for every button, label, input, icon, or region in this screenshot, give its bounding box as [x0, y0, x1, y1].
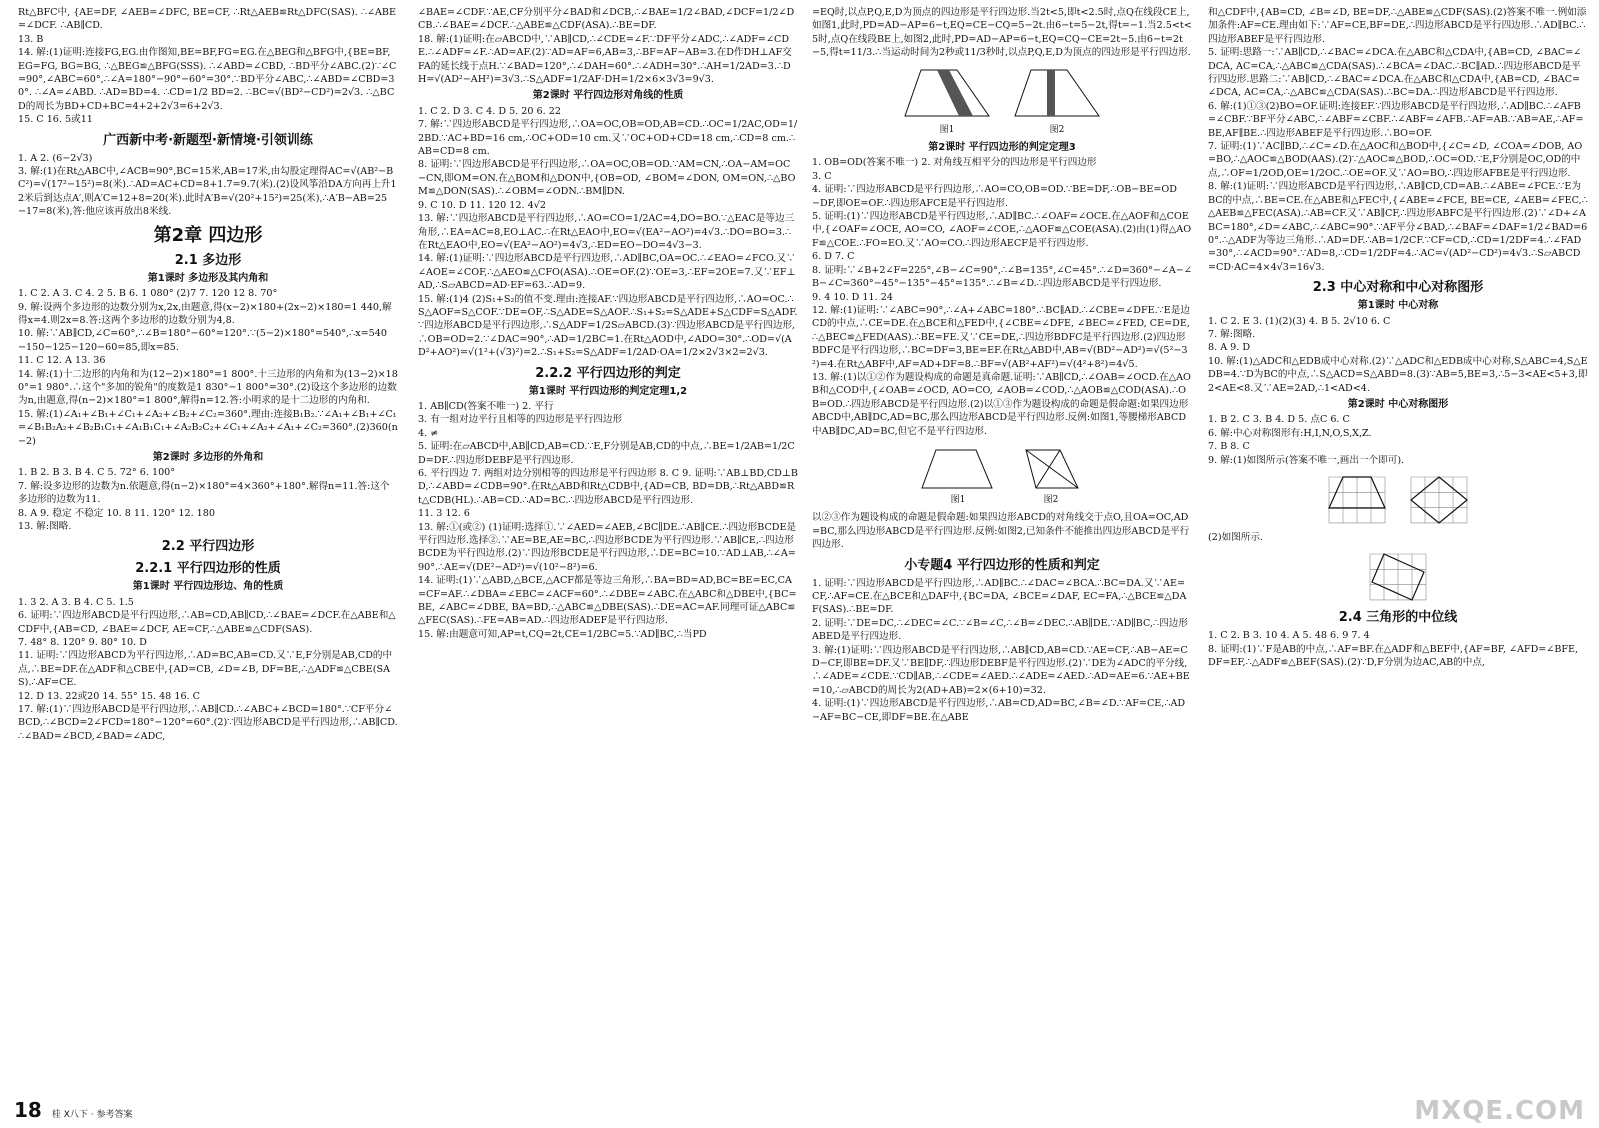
answer-item: 18. 解:(1)证明:在▱ABCD中,∵AB∥CD,∴∠CDE=∠F.∵DF平分∠ADC,∴∠ADF=∠CDE.∴∠ADF=∠F.∴AD=AF.(2)∵AD=AF=6,AB=3,∴BF=AF−AB=3.在D作DH⊥AF交FA的延长线于点H.∵∠BAD=120°,∴∠DAH=60°.∴∠ADH=30°.∴AH=1/2AD=3.∴DH=√(AD²−AH²)=3√3.∴S△ADF=1/2AF·DH=1/2×6×3√3=9√3. [418, 33, 792, 86]
answer-item: 6. 解:中心对称图形有:H,I,N,O,S,X,Z. [1208, 427, 1372, 439]
answer-item: 17. 解:(1)∵四边形ABCD是平行四边形,∴AB∥CD.∴∠ABC+∠BCD=180°.∵CF平分∠BCD,∴∠BCD=2∠FCD=180°−120°=60°.(2)∵四边形ABCD是平行四边形,∴AB∥CD.∴∠BAD=∠BCD,∠BAD=∠ADC, [18, 704, 398, 742]
answer-item: 10. 解:∵AB∥CD,∠C=60°,∴∠B=180°−60°=120°.∵(5−2)×180°=540°,∴x=540−150−125−120−60=85,即x=85. [18, 328, 387, 353]
answer-item: 1. 3 2. A 3. B 4. C 5. 1.5 [18, 596, 134, 608]
answer-item: 1. B 2. B 3. B 4. C 5. 72° 6. 100° [18, 467, 176, 479]
answer-item: 9. C 10. D 11. 120 12. 4√2 [418, 199, 546, 211]
answer-item: 5. 证明:在▱ABCD中,AB∥CD,AB=CD.∵E,F分别是AB,CD的中点,∴BE=1/2AB=1/2CD=DF.∴四边形DEBF是平行四边形. [418, 441, 795, 466]
answer-item: 和△CDF中,{AB=CD, ∠B=∠D, BE=DF,∴△ABE≌△CDF(SAS).(2)答案不唯一.例如添加条件:AF=CE.理由如下:∵AF=CE,BF=DE,∴四边形ABCD是平行四边形.∴AD∥BC.∴四边形ABEF是平行四边形. [1208, 7, 1587, 45]
page-footer [14, 1098, 132, 1122]
figure-2 [1011, 66, 1103, 137]
lesson-heading: 第1课时 平行四边形的判定定理1,2 [528, 385, 688, 397]
answer-item: 6. D 7. C [812, 251, 855, 263]
answer-item: ∠BAE=∠CDF.∵AE,CF分别平分∠BAD和∠DCB,∴∠BAE=1/2∠BAD,∠DCF=1/2∠DCB.∴∠BAE=∠DCF.∴△ABE≌△CDF(ASA).∴BE=DF. [418, 7, 795, 32]
lesson-heading: 第1课时 平行四边形边、角的性质 [132, 581, 284, 593]
answer-item: 15. C 16. 5或11 [18, 114, 93, 126]
answer-item: 6. 平行四边 7. 两组对边分别相等的四边形是平行四边形 8. C 9. 证明:∵AB⊥BD,CD⊥BD,∴∠ABD=∠CDB=90°.在Rt△ABD和Rt△CDB中,{AD=CB, BD=DB,∴Rt△ABD≌Rt△CDB(HL).∴AB=CD.∴AD=BC.∴四边形ABCD是平行四边形. [418, 468, 798, 506]
figure-caption: 图2 [1043, 494, 1059, 505]
answer-item: 8. 证明:(1)∵F是AB的中点,∴AF=BF.在△ADF和△BEF中,{AF=BF, ∠AFD=∠BFE, DF=EF,∴△ADF≌△BEF(SAS).(2)∵D,F分别为边AC,AB的中点, [1208, 643, 1579, 669]
answer-item: 13. 解:∵四边形ABCD是平行四边形,∴AO=CO=1/2AC=4,DO=BO.∵△EAC是等边三角形,∴EA=AC=8,EO⊥AC.∴在Rt△EAO中,EO=√(EA²−AO²)=4√3.∴DO=BO=3.∴在Rt△EAO中,EO=√(EA²−AO²)=4√3,∴ED=EO−DO=4√3−3. [418, 213, 795, 251]
answer-item: 10. 解:(1)△ADC和△EDB成中心对称.(2)∵△ADC和△EDB成中心对称,S△ABC=4,S△EDB=4.∵D为BC的中点,∴S△ACD=S△ABD=8.(3)∵AB=5,BE=3,∴5−3<AE<5+3,即2<AE<8.又∵AE=2AD,∴1<AD<4. [1208, 355, 1588, 394]
answer-item: 8. 证明:∵四边形ABCD是平行四边形,∴OA=OC,OB=OD.∵AM=CN,∴OA−AM=OC−CN,即OM=ON.在△BOM和△DON中,{OB=OD, ∠BOM=∠DON, OM=ON,∴△BOM≌△DON(SAS).∴∠OBM=∠ODN.∴BM∥DN. [418, 159, 796, 198]
section-heading: 2.2 平行四边形 [161, 539, 255, 555]
section-heading: 2.2.1 平行四边形的性质 [135, 561, 281, 577]
answer-item: 1. C 2. E 3. (1)(2)(3) 4. B 5. 2√10 6. C [1208, 315, 1391, 327]
section-heading: 广西新中考·新题型·新情境·引领训练 [103, 132, 313, 148]
answer-item: 13. 解:图略. [18, 521, 72, 532]
trapezoid-diagram [901, 66, 993, 124]
lesson-heading: 第2课时 中心对称图形 [1347, 398, 1449, 410]
answer-item: 5. 证明:(1)∵四边形ABCD是平行四边形,∴AD∥BC.∴∠OAF=∠OCE.在△AOF和△COE中,{∠OAF=∠OCE, AO=CO, ∠AOF=∠COE,∴△AOF≌△COE(ASA).(2)由(1)得△AOF≌△COE.∴FO=EO.又∵AO=CO.∴四边形AECF是平行四边形. [812, 211, 1192, 249]
answer-item: 3. C [812, 170, 832, 182]
figure-isosceles-trapezoid [918, 444, 998, 507]
answer-item: 3. 解:(1)在Rt△ABC中,∠ACB=90°,BC=15米,AB=17米,由勾股定理得AC=√(AB²−BC²)=√(17²−15²)=8(米).∴AD=AC+CD=8+1.7=9.7(米).(2)设风筝沿DA方向再上升12米后到达点A′,则A′C=12+8=20(米).此时A′B=√(20²+15²)=25(米),∴A′B−AB=25−17=8(米),答:他应该再放出8米线. [18, 166, 397, 218]
section-heading: 小专题4 平行四边形的性质和判定 [904, 557, 1100, 573]
lesson-heading: 第2课时 平行四边形对角线的性质 [532, 90, 684, 102]
answer-item: 13. B [18, 33, 44, 45]
answer-item: 14. 解:(1)十二边形的内角和为(12−2)×180°=1 800°.十三边形的内角和为(13−2)×180°=1 980°.∴这个"多加的锐角"的度数是1 830°−1 800°=30°.(2)设这个多边形的边数为n,由题意,得(n−2)×180°=1 800°,解得n=12.答:小明求的是十二边形的内角和. [18, 368, 398, 407]
answer-item: 14. 解:(1)证明:∵四边形ABCD是平行四边形,∴AD∥BC,OA=OC.∴∠EAO=∠FCO.又∵∠AOE=∠COF,∴△AEO≌△CFO(ASA).∴OE=OF.(2)∵OE=3,∴EF=2OE=7.又∵EF⊥AD,∴S▱ABCD=AD·EF=63.∴AD=9. [418, 253, 796, 292]
answer-item: 15. 解:(1)∠A₁+∠B₁+∠C₁+∠A₂+∠B₂+∠C₂=360°.理由:连接B₁B₂.∵∠A₁+∠B₁+∠C₁=∠B₁B₂A₂+∠B₂B₁C₁+∠A₁B₁C₁+∠A₂B₂C₂+∠C₁+∠A₂+∠A₁+∠C₂=360°.(2)360(n−2) [18, 408, 398, 447]
answer-item: 1. C 2. D 3. C 4. D 5. 20 6. 22 [418, 105, 561, 117]
answer-item: 9. 解:(1)如图所示(答案不唯一,画出一个即可). [1208, 454, 1405, 466]
answer-item: Rt△BFC中, {AE=DF, ∠AEB=∠DFC, BE=CF, ∴Rt△AEB≌Rt△DFC(SAS). ∴∠ABE=∠DCF. ∴AB∥CD. [18, 7, 396, 32]
answer-item: 15. 解:由题意可知,AP=t,CQ=2t,CE=1/2BC=5.∵AD∥BC,∴当PD [418, 628, 707, 640]
answer-item: 1. B 2. C 3. B 4. D 5. 点C 6. C [1208, 414, 1350, 426]
trapezoid-diagram [1011, 66, 1103, 124]
answer-item: 11. 3 12. 6 [418, 508, 470, 520]
figure-diagonals [1016, 444, 1086, 507]
figure-caption: 图1 [950, 494, 966, 505]
answer-item: 9. 4 10. D 11. 24 [812, 291, 893, 303]
answer-item: 5. 证明:思路一:∵AB∥CD,∴∠BAC=∠DCA.在△ABC和△CDA中,{AB=CD, ∠BAC=∠DCA, AC=CA,∴△ABC≌△CDA(SAS).∴∠BCA=∠DAC.∴BC∥AD.∴四边形ABCD是平行四边形.思路二:∵AB∥CD,∴∠BAC=∠DCA.在△ABC和△CDA中,{AB=CD, ∠BAC=∠DCA, AC=CA,∴△ABC≌△CDA(SAS).∴BC=DA.∴四边形ABCD是平行四边形. [1208, 47, 1582, 99]
answer-item: 11. C 12. A 13. 36 [18, 355, 106, 367]
section-heading: 2.3 中心对称和中心对称图形 [1312, 280, 1484, 296]
answer-item: 4. 证明:∵四边形ABCD是平行四边形,∴AO=CO,OB=OD.∵BE=DF,∴OB−BE=OD−DF,即OE=OF.∴四边形AFCE是平行四边形. [812, 184, 1177, 209]
column-2 [418, 6, 798, 1118]
answer-item: 2. 证明:∵DE=DC,∴∠DEC=∠C.∵∠B=∠C,∴∠B=∠DEC.∴AB∥DE.∵AD∥BC,∴四边形ABED是平行四边形. [812, 617, 1188, 643]
answer-item: 8. 解:(1)证明:∵四边形ABCD是平行四边形,∴AB∥CD,CD=AB.∴∠ABE=∠FCE.∵E为BC的中点,∴BE=CE.在△ABE和△FEC中,{∠ABE=∠FCE, BE=CE, ∠AEB=∠FEC,∴△AEB≌△FEC(ASA).∴AB=CF.又∵AB∥CF,∴四边形ABFC是平行四边形.(2)∵∠D+∠ABC=180°,∠D=∠ABC,∴∠ABC=90°.∵AF平分∠BAD,∴∠BAF=∠DAF=1/2∠BAD=60°.∴△ADF为等边三角形.∴AD=DF.∴AB=1/2CF.∵CF=CD,∴CD=1/2DF=4.∴∠FAD=30°,∴∠ACD=90°.∵AD=8,∴CD=1/2DF=4.∴AC=√(AD²−CD²)=4√3.∴S▱ABCD=CD·AC=4×4√3=16√3. [1208, 181, 1588, 273]
lesson-heading: 第2课时 多边形的外角和 [152, 451, 264, 463]
answer-item: 14. 证明:(1)∵△ABD,△BCE,△ACF都是等边三角形,∴BA=BD=AD,BC=BE=EC,CA=CF=AF.∴∠DBA=∠EBC=∠ACF=60°.∴∠DBE=∠ABC.在△ABC和△DBE中,{BC=BE, ∠ABC=∠DBE, BA=BD,∴△ABC≌△DBE(SAS).∴DE=AC=AF.同理可证△ABC≌△FEC(SAS).∴FE=AB=AD.∴四边形ADEF是平行四边形. [418, 575, 797, 627]
section-heading: 2.1 多边形 [174, 252, 242, 268]
answer-item: 以②③作为题设构成的命题是假命题:如果四边形ABCD的对角线交于点O,且OA=OC,AD=BC,那么四边形ABCD是平行四边形.反例:如图2,已知条件不能推出四边形ABCD是平行四边形. [812, 512, 1190, 551]
lesson-heading: 第1课时 中心对称 [1357, 300, 1439, 312]
answer-item: 7. B 8. C [1208, 441, 1250, 453]
grid-diagram [1407, 473, 1471, 527]
answer-item: 3. 解:(1)证明:∵四边形ABCD是平行四边形,∴AB∥CD,AB=CD.∵AE=CF,∴AB−AE=CD−CF,即BE=DF.又∵BE∥DF,∴四边形DEBF是平行四边形.(2)∵DE为∠ADC的平分线,∴∠ADE=∠CDE.∵CD∥AB,∴∠CDE=∠AED.∴∠ADE=∠AED.∴AD=AE=6.∵AE+BE=10,∴▱ABCD的周长为2(AD+AB)=2×(6+10)=32. [812, 644, 1190, 696]
answer-item: 7. 解:图略. [1208, 328, 1256, 340]
fig-counter [812, 444, 1192, 507]
answer-item: 1. AB∥CD(答案不唯一) 2. 平行 [418, 400, 554, 412]
footer-note: 桂 X八下 · 参考答案 [51, 1110, 133, 1120]
section-heading: 2.2.2 平行四边形的判定 [535, 365, 681, 381]
grid-diagram [1366, 550, 1430, 604]
answer-item: 12. D 13. 22或20 14. 55° 15. 48 16. C [18, 690, 200, 702]
answer-item: 14. 解:(1)证明:连接FG,EG.由作图知,BE=BF,FG=EG.在△BEG和△BFG中,{BE=BF, EG=FG, BG=BG, ∴△BEG≌△BFG(SSS). ∴∠ABD=∠CBD, ∴BD平分∠ABC.(2)∵∠C=90°,∠ABC=60°,∴∠A=180°−90°−60°=30°.∵BD平分∠ABC,∴∠ABD=∠CBD=30°. ∴∠A=∠ABD. ∴AD=BD=4. ∴CD=1/2 BD=2. ∴BC=√(BD²−CD²)=2√3. ∴△BCD的周长为BD+CD+BC=4+2+2√3=6+2√3. [18, 47, 397, 112]
answer-item: 7. 解:∵四边形ABCD是平行四边形,∴OA=OC,OB=OD,AB=CD.∴OC=1/2AC,OD=1/2BD.∵AC+BD=16 cm,∴OC+OD=10 cm.又∵OC+OD+CD=18 cm,∴CD=8 cm.∴AB=CD=8 cm. [418, 119, 798, 158]
answer-item: 8. A 9. 稳定 不稳定 10. 8 11. 120° 12. 180 [18, 507, 215, 519]
grid-diagram [1325, 473, 1389, 527]
answer-item: 4. 证明:(1)∵四边形ABCD是平行四边形,∴AB=CD,AD=BC,∠B=∠D.∵AF=CE,∴AD−AF=BC−CE,即DF=BE.在△ABE [812, 698, 1186, 723]
column-1 [18, 6, 398, 1118]
lesson-heading: 第1课时 多边形及其内角和 [147, 272, 269, 284]
answer-item: 1. OB=OD(答案不唯一) 2. 对角线互相平分的四边形是平行四边形 [812, 157, 1097, 169]
answer-item: 1. 证明:∵四边形ABCD是平行四边形,∴AD∥BC.∴∠DAC=∠BCA.∴BC=DA.又∵AE=CF,∴AF=CE.在△BCE和△DAF中,{BC=DA, ∠BCE=∠DAF, EC=FA,∴△BCE≌△DAF(SAS).∴BE=DF. [812, 577, 1187, 616]
answer-item: (2)如图所示. [1208, 532, 1264, 543]
answer-item: 4. ≠ [418, 427, 439, 439]
section-heading: 2.4 三角形的中位线 [1338, 610, 1458, 626]
answer-item: 6. 证明:∵四边形ABCD是平行四边形,∴AB=CD,AB∥CD,∴∠BAE=∠DCF.在△ABE和△CDF中,{AB=CD, ∠BAE=∠DCF, AE=CF,∴△ABE≌△CDF(SAS). [18, 610, 396, 635]
answer-item: 1. A 2. (6−2√3) [18, 152, 93, 164]
answer-item: 7. 48° 8. 120° 9. 80° 10. D [18, 637, 147, 649]
figure-caption: 图2 [1049, 124, 1065, 135]
answer-item: 11. 证明:∵四边形ABCD为平行四边形,∴AD=BC,AB=CD.又∵E,F分别是AB,CD的中点,∴BE=DF.在△ADF和△CBE中,{AD=CB, ∠D=∠B, DF=BE,∴△ADF≌△CBE(SAS).∴AF=CE. [18, 650, 393, 689]
lesson-heading: 第2课时 平行四边形的判定定理3 [928, 142, 1076, 154]
column-4 [1208, 6, 1588, 1118]
figure-caption: 图1 [939, 124, 955, 135]
answer-item: 15. 解:(1)4 (2)S₁+S₂的值不变.理由:连接AF.∵四边形ABCD是平行四边形,∴AO=OC.∴S△AOF=S△COF.∵DE=OF,∴S△ADE=S△AOF.∴S₁+S₂=S△ADE+S△CDF=S△ADF.∵四边形ABCD是平行四边形,∴S△ADF=1/2S▱ABCD.(3)∵四边形ABCD是平行四边形,∴OB=OD=2.∵∠DAC=90°,∴AD=1/2BC=1.在Rt△AOD中,∠ADO=30°.∴OD=√(AD²+AO²)=√(1²+(√3)²)=2.∴S₁+S₂=S△ADF=1/2AD·OA=1/2×2√3×2=2√3. [418, 293, 798, 359]
fig-grid-single [1208, 550, 1588, 604]
answer-item: 7. 解:设多边形的边数为n.依题意,得(n−2)×180°=4×360°+180°.解得n=11.答:这个多边形的边数为11. [18, 480, 390, 506]
answer-item: 13. 解:(1)以①②作为题设构成的命题是真命题.证明:∵AB∥CD,∴∠OAB=∠OCD.在△AOB和△COD中,{∠OAB=∠OCD, AO=CO, ∠AOB=∠COD,∴△AOB≌△COD(ASA).∴OB=OD.∴四边形ABCD是平行四边形.(2)以①③作为题设构成的命题是假命题:如果四边形ABCD中,AB∥DC,AD=BC,那么四边形ABCD是平行四边形.反例:如图1,等腰梯形ABCD中AB∥DC,AD=BC,但它不是平行四边形. [812, 371, 1191, 437]
answer-item: =EQ时,以点P,Q,E,D为顶点的四边形是平行四边形.当2t<5,即t<2.5时,点Q在线段CE上,如图1,此时,PD=AD−AP=6−t,EQ=CE−CQ=5−2t.由6−t=5−2t,得t=−1.当2.5<t<5时,点Q在线段BE上,如图2,此时,PD=AD−AP=6−t,EQ=CQ−CE=2t−5.由6−t=2t−5,得t=11/3.∴当运动时间为2秒或11/3秒时,以点P,Q,E,D为顶点的四边形是平行四边形. [812, 7, 1192, 59]
answer-item: 3. 有一组对边平行且相等的四边形是平行四边形 [418, 414, 623, 426]
fig-trap-pair [812, 66, 1192, 137]
column-3 [812, 6, 1192, 1118]
answer-item: 7. 证明:(1)∵AC∥BD,∴∠C=∠D.在△AOC和△BOD中,{∠C=∠D, ∠COA=∠DOB, AO=BO,∴△AOC≌△BOD(AAS).(2)∵△AOC≌△BOD,∴OC=OD.∵E,F分别是OC,OD的中点,∴OF=1/2OD,OE=1/2OC.∴OE=OF.又∵AO=BO,∴四边形AFBE是平行四边形. [1208, 141, 1583, 179]
answer-item: 12. 解:(1)证明:∵∠ABC=90°,∴∠A+∠ABC=180°.∴BC∥AD.∴∠CBE=∠DFE.∵E是边CD的中点,∴CE=DE.在△BCE和△FED中,{∠CBE=∠DFE, ∠BEC=∠FED, CE=DE,∴△BEC≌△FED(AAS).∴BE=FE.又∵CE=DE,∴四边形BDFC是平行四边形.(2)四边形BDFC是平行四边形,∴BC=DF=3,BE=EF.在Rt△ABD中,AB=√(BD²−AD²)=√(5²−3²)=4.在Rt△ABF中,AF=AD+DF=8.∴BF=√(AB²+AF²)=√(4²+8²)=4√5. [812, 304, 1190, 370]
chapter-title: 第2章 四边形 [153, 224, 263, 246]
watermark-logo: MXQE.COM [1414, 1096, 1585, 1126]
answer-item: 6. 解:(1)①③(2)BO=OF.证明:连接EF.∵四边形ABCD是平行四边形,∴AD∥BC.∴∠AFB=∠CBF.∵BF平分∠ABC,∴∠ABF=∠CBF.∴∠ABF=∠AFB.∴AF=AB.∵AB=AE,∴AF=BE,AF∥BE.∴四边形ABEF是平行四边形.∴BO=OF. [1208, 100, 1584, 139]
figure-1 [901, 66, 993, 137]
fig-grid-pair [1208, 473, 1588, 527]
answer-item: 13. 解:①(或②) (1)证明:选择①.∵∠AED=∠AEB,∠BC∥DE.∴AB∥CE.∴四边形BCDE是平行四边形.选择②.∵AE=BE,AE=BC,∴四边形BCDE为平行四边形.∵AB∥CE,∴四边形BCDE为平行四边形.(2)∵四边形BCDE是平行四边形,∴DE=BC=10.∵AD⊥AB,∴∠A=90°.∴AE=√(DE²−AD²)=√(10²−8²)=6. [418, 521, 797, 573]
answer-item: 1. C 2. B 3. 10 4. A 5. 48 6. 9 7. 4 [1208, 630, 1370, 642]
answer-item: 9. 解:设两个多边形的边数分别为x,2x,由题意,得(x−2)×180+(2x−2)×180=1 440,解得x=4.则2x=8.答:这两个多边形的边数分别为4,8. [18, 301, 392, 326]
page-number: 18 [14, 1098, 42, 1122]
answer-item: 1. C 2. A 3. C 4. 2 5. B 6. 1 080° (2)7 7. 120 12 8. 70° [18, 288, 278, 300]
answer-item: 8. 证明:∵∠B+2∠F=225°,∠B−∠C=90°,∴∠B=135°,∠C=45°.∴∠D=360°−∠A−∠B−∠C=360°−45°−135°−45°=135°.∴∠B=∠D.∴四边形ABCD是平行四边形. [812, 264, 1192, 290]
answer-item: 8. A 9. D [1208, 342, 1251, 354]
